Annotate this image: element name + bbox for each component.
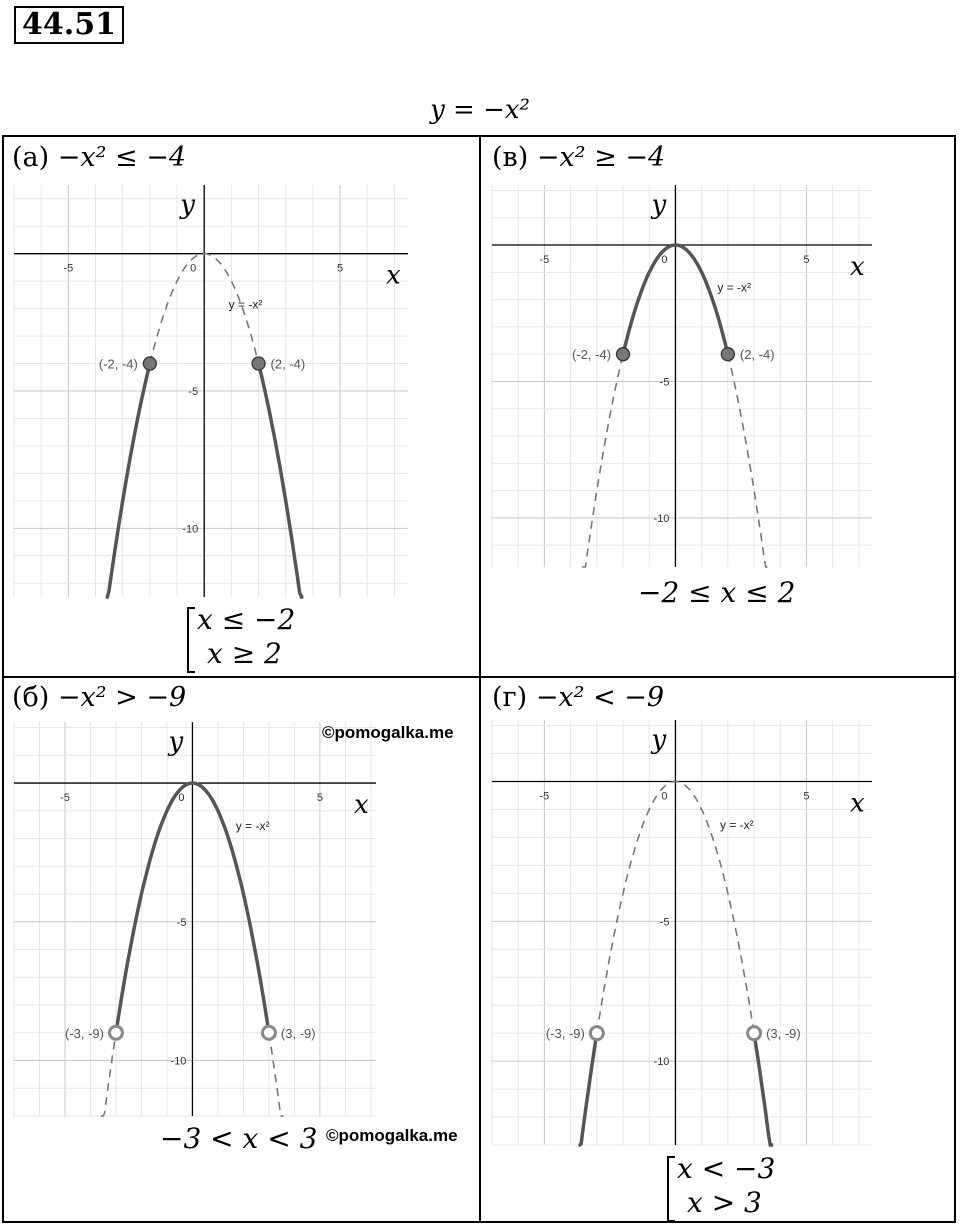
- curve-label: y = -x²: [720, 818, 754, 833]
- point-label: (-3, -9): [545, 1026, 585, 1042]
- panel-a-label: [12, 142, 186, 173]
- graph-panel-v: [492, 185, 872, 567]
- tick-label-x-neg5: -5: [63, 262, 74, 275]
- curve-dashed-segment: [269, 1033, 284, 1116]
- tick-label-origin: 0: [190, 262, 197, 275]
- marked-point: [590, 1027, 603, 1040]
- marked-point: [748, 1027, 761, 1040]
- tick-label-x-pos5: 5: [803, 254, 810, 267]
- curve-label: y = -x²: [235, 819, 270, 834]
- marked-point: [252, 357, 265, 370]
- x-axis-label: x: [850, 788, 865, 819]
- panel-b-answer: −3 < x < 3: [160, 1122, 318, 1155]
- curve-dashed-segment: [582, 354, 623, 567]
- x-axis-label: x: [354, 790, 369, 821]
- watermark-bottom: ©pomogalka.me: [326, 1126, 458, 1145]
- y-axis-label: y: [651, 190, 667, 220]
- marked-point: [262, 1026, 275, 1039]
- curve-solid-segment: [106, 364, 150, 598]
- panel-a-answer-line-1: x ≤ −2: [197, 603, 296, 636]
- point-label: (3, -9): [766, 1026, 801, 1042]
- tick-label-origin: 0: [178, 792, 185, 805]
- tick-label-x-neg5: -5: [539, 254, 550, 267]
- x-axis-label: x: [850, 252, 865, 283]
- divider-horizontal: [2, 676, 956, 678]
- watermark-top: ©pomogalka.me: [322, 723, 454, 742]
- tick-label-y-neg10: -10: [653, 512, 670, 525]
- panel-a-answer: [187, 603, 327, 673]
- panel-g-answer-line-1: x < −3: [677, 1152, 776, 1185]
- panel-b-inequality: −x² > −9: [57, 682, 187, 713]
- tick-label-y-neg5: -5: [659, 376, 670, 389]
- panel-b-label: [12, 682, 186, 713]
- curve-label: y = -x²: [228, 297, 263, 312]
- curve-label: y = -x²: [717, 280, 752, 295]
- tick-label-y-neg10: -10: [182, 523, 199, 536]
- y-axis-label: y: [168, 727, 184, 757]
- panel-a-inequality: −x² ≤ −4: [57, 142, 187, 173]
- panel-a-letter: (а): [12, 142, 50, 173]
- panel-g-inequality: −x² < −9: [535, 682, 665, 713]
- panel-v-label: [492, 142, 665, 173]
- tick-label-y-neg5: -5: [188, 386, 199, 398]
- main-title: y = −x²: [430, 95, 530, 125]
- tick-label-y-neg10: -10: [653, 1056, 670, 1069]
- point-label: (2, -4): [270, 356, 306, 372]
- tick-label-y-neg10: -10: [170, 1055, 187, 1068]
- marked-point: [721, 348, 734, 361]
- point-label: (-3, -9): [64, 1025, 104, 1041]
- x-axis-label: x: [386, 260, 401, 291]
- panel-a-bracket: [187, 607, 195, 673]
- panel-v-letter: (в): [492, 142, 529, 173]
- problem-number: 44.51: [14, 6, 124, 44]
- tick-label-x-pos5: 5: [337, 262, 344, 275]
- marked-point: [143, 357, 156, 370]
- tick-label-x-pos5: 5: [803, 790, 810, 803]
- curve-dashed-segment: [728, 354, 768, 567]
- y-axis-label: y: [180, 190, 195, 220]
- panel-g-answer: [667, 1152, 797, 1222]
- curve-dashed-segment: [101, 1033, 116, 1116]
- tick-label-origin: 0: [661, 790, 668, 803]
- graph-panel-g: [492, 720, 872, 1145]
- tick-label-x-neg5: -5: [60, 792, 70, 805]
- tick-label-x-pos5: 5: [316, 792, 323, 805]
- tick-label-y-neg5: -5: [659, 916, 670, 929]
- panel-g-label: [492, 682, 664, 713]
- marked-point: [109, 1026, 122, 1039]
- panel-g-letter: (г): [492, 682, 528, 713]
- point-label: (3, -9): [280, 1025, 316, 1041]
- tick-label-x-neg5: -5: [539, 790, 550, 803]
- graph-panel-a: [14, 185, 408, 597]
- graph-panel-b: [14, 722, 376, 1116]
- panel-b-letter: (б): [12, 682, 50, 713]
- point-label: (2, -4): [739, 347, 775, 363]
- divider-vertical: [479, 135, 481, 1223]
- marked-point: [617, 348, 630, 361]
- tick-label-origin: 0: [661, 254, 668, 267]
- point-label: (-2, -4): [572, 347, 612, 363]
- panel-g-bracket: [667, 1156, 675, 1222]
- y-axis-label: y: [651, 725, 667, 755]
- curve-solid-segment: [259, 364, 304, 598]
- panel-v-answer: −2 ≤ x ≤ 2: [638, 576, 796, 609]
- tick-label-y-neg5: -5: [176, 916, 187, 929]
- panel-a-answer-line-2: x ≥ 2: [207, 637, 282, 670]
- panel-v-inequality: −x² ≥ −4: [536, 142, 666, 173]
- panel-g-answer-line-2: x > 3: [687, 1186, 762, 1219]
- point-label: (-2, -4): [98, 356, 138, 372]
